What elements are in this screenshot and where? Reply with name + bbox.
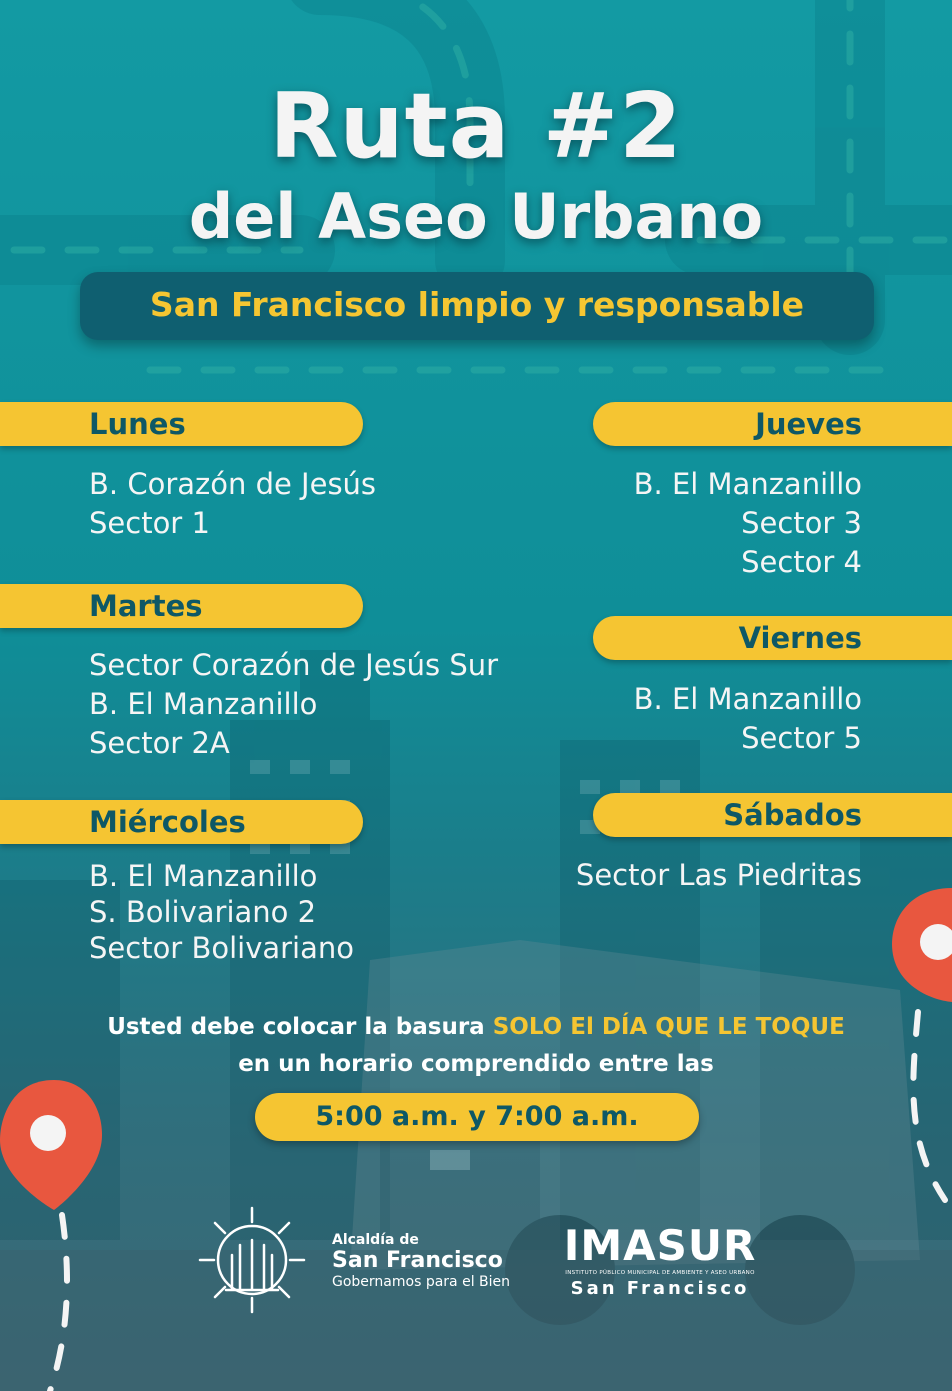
notice-line-1: Usted debe colocar la basura SOLO El DÍA QUE LE TOQUE [107,1014,845,1040]
places-list-jueves [634,465,862,582]
notice-line-2: en un horario comprendido entre las [238,1051,714,1077]
day-label-martes: Martes [0,584,363,628]
day-label-jueves: Jueves [593,402,952,446]
notice-highlight: SOLO El DÍA QUE LE TOQUE [492,1014,845,1040]
place-item: B. El Manzanillo [633,467,862,501]
places-list-viernes [634,680,862,758]
place-item: B. El Manzanillo [89,687,318,721]
places-list-martes [89,646,498,763]
place-item: B. Corazón de Jesús [89,467,377,501]
place-item: Sector Bolivariano [89,931,355,965]
imasur-logo [560,1205,760,1315]
slogan-banner: San Francisco limpio y responsable [80,272,874,340]
places-list-lunes [89,465,376,543]
time-range-badge: 5:00 a.m. y 7:00 a.m. [255,1093,699,1141]
place-item: Sector 3 [741,506,862,540]
place-item: S. Bolivariano 2 [89,895,317,929]
place-item: Sector 2A [89,726,230,760]
imasur-name: IMASUR [563,1221,757,1270]
sun-emblem-icon [182,1200,322,1320]
alcaldia-logo [182,1200,512,1320]
places-list-miercoles [89,858,354,966]
place-item: Sector 4 [741,545,862,579]
imasur-city: San Francisco [570,1278,750,1299]
page-title: Ruta #2 [269,74,683,179]
alcaldia-line-1: Alcaldía de [332,1232,419,1248]
place-item: Sector 1 [89,506,210,540]
page-subtitle: del Aseo Urbano [188,180,764,253]
places-list-sabados [576,856,862,895]
day-label-miercoles: Miércoles [0,800,363,844]
place-item: B. El Manzanillo [633,682,862,716]
alcaldia-line-2: San Francisco [332,1248,503,1273]
place-item: Sector Las Piedritas [575,858,862,892]
alcaldia-line-3: Gobernamos para el Bien [332,1274,511,1290]
day-label-viernes: Viernes [593,616,952,660]
place-item: Sector Corazón de Jesús Sur [89,648,499,682]
imasur-subtitle: INSTITUTO PÚBLICO MUNICIPAL DE AMBIENTE Y ASEO URBANO [565,1270,755,1276]
day-label-sabados: Sábados [593,793,952,837]
place-item: B. El Manzanillo [89,859,318,893]
day-label-lunes: Lunes [0,402,363,446]
place-item: Sector 5 [741,721,862,755]
